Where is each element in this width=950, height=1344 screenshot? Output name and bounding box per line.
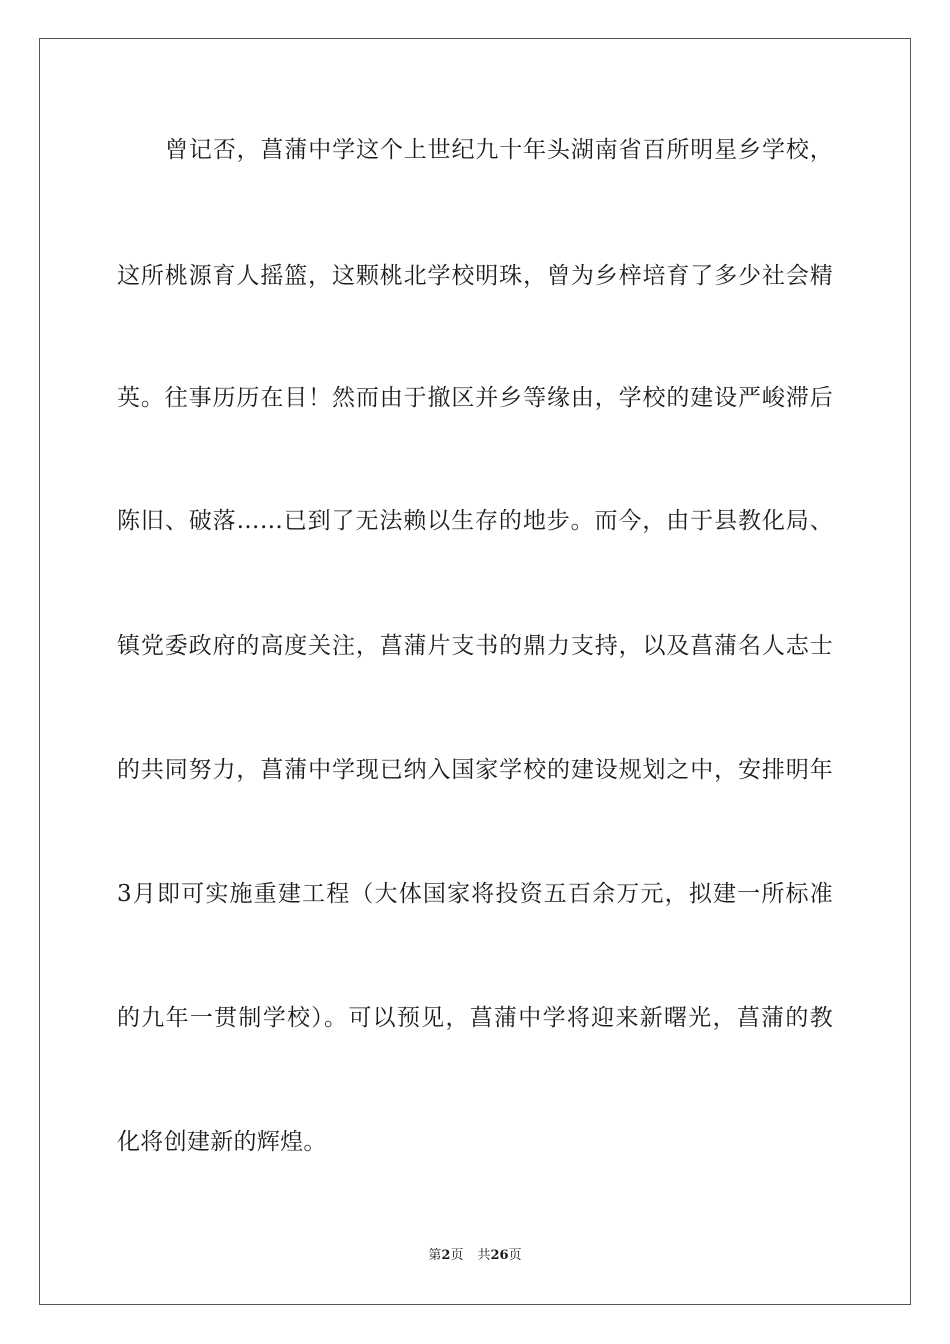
footer-page-current: 2 — [441, 1248, 451, 1263]
footer-page-total: 26 — [490, 1248, 509, 1263]
body-line-8: 的九年一贯制学校）。可以预见，菖蒲中学将迎来新曙光，菖蒲的教 — [117, 1005, 833, 1031]
page-frame — [39, 38, 911, 1305]
footer-total-prefix: 共 — [477, 1248, 491, 1263]
body-line-6: 的共同努力，菖蒲中学现已纳入国家学校的建设规划之中，安排明年 — [117, 757, 833, 783]
footer-total-unit: 页 — [508, 1248, 522, 1263]
body-line-5: 镇党委政府的高度关注，菖蒲片支书的鼎力支持，以及菖蒲名人志士 — [117, 633, 833, 659]
footer-page-unit: 页 — [450, 1248, 464, 1263]
page-footer — [0, 1247, 950, 1265]
footer-page-prefix: 第 — [428, 1248, 442, 1263]
body-line-1: 曾记否，菖蒲中学这个上世纪九十年头湖南省百所明星乡学校， — [165, 137, 833, 163]
body-line-9: 化将创建新的辉煌。 — [117, 1129, 327, 1155]
body-line-2: 这所桃源育人摇篮，这颗桃北学校明珠，曾为乡梓培育了多少社会精 — [117, 263, 833, 289]
body-line-3: 英。往事历历在目！然而由于撤区并乡等缘由，学校的建设严峻滞后 — [117, 385, 833, 411]
body-line-7: 3月即可实施重建工程（大体国家将投资五百余万元，拟建一所标准 — [117, 881, 833, 907]
body-line-4: 陈旧、破落……已到了无法赖以生存的地步。而今，由于县教化局、 — [117, 508, 833, 534]
